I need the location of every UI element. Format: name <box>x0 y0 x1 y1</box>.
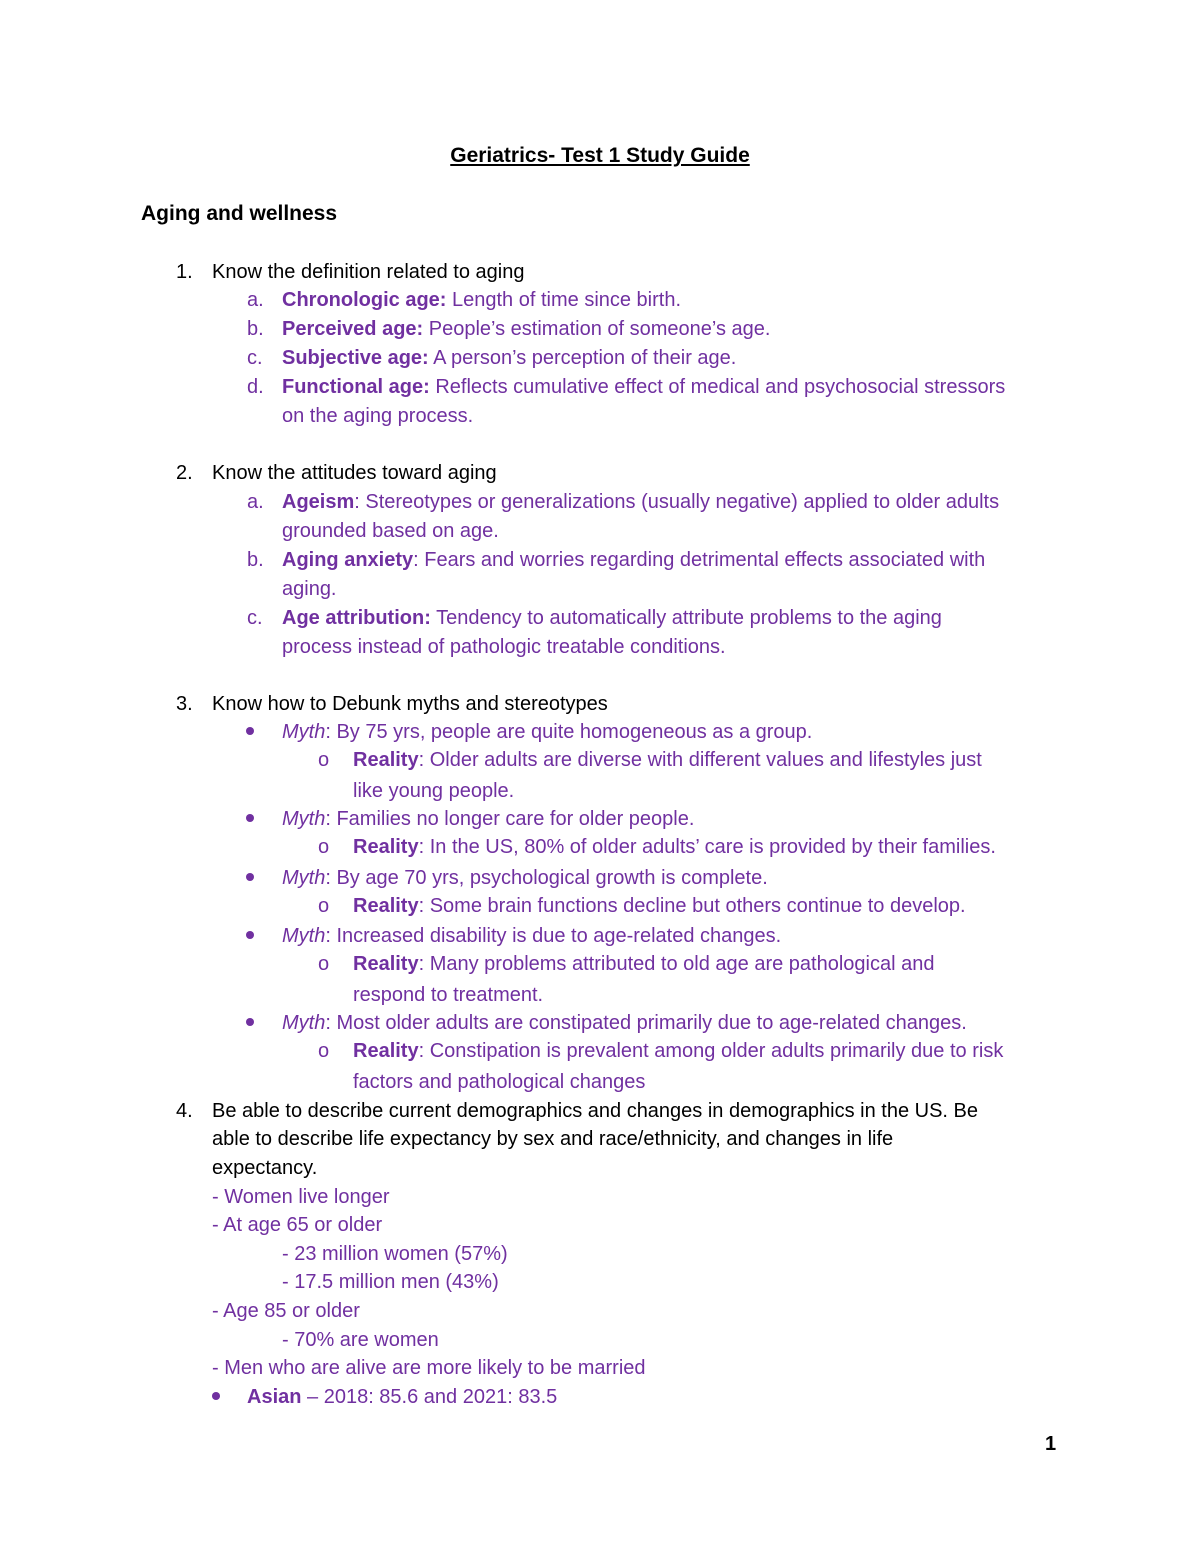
myth-5 <box>282 1009 967 1037</box>
item-4-text-line2: able to describe life expectancy by sex and race/ethnicity, and changes in life <box>212 1128 894 1150</box>
item-2c-letter: c. <box>247 607 263 629</box>
item-2-number: 2. <box>176 462 193 484</box>
note-women-live-longer: - Women live longer <box>212 1186 390 1208</box>
note-men-count: - 17.5 million men (43%) <box>282 1271 499 1293</box>
term: Subjective age: <box>282 347 429 369</box>
note-age-85: - Age 85 or older <box>212 1300 360 1322</box>
definition: Length of time since birth. <box>446 289 682 311</box>
item-2c-definition <box>282 604 942 632</box>
reality-label: Reality <box>353 895 419 917</box>
bullet-icon <box>246 931 254 939</box>
bullet-icon <box>212 1392 220 1400</box>
myth-label: Myth <box>282 721 326 743</box>
item-2c-definition-cont: process instead of pathologic treatable conditions. <box>282 636 726 658</box>
note-age-65: - At age 65 or older <box>212 1214 383 1236</box>
reality-1-cont: like young people. <box>353 780 515 802</box>
reality-1 <box>353 746 982 774</box>
item-3-number: 3. <box>176 693 193 715</box>
myth-label: Myth <box>282 1012 326 1034</box>
myth-text: : By 75 yrs, people are quite homogeneous as a group. <box>325 721 813 743</box>
reality-text: : Constipation is prevalent among older adults primarily due to risk <box>418 1040 1004 1062</box>
item-2a-definition-cont: grounded based on age. <box>282 520 499 542</box>
reality-5-cont: factors and pathological changes <box>353 1071 646 1093</box>
item-1-text: Know the definition related to aging <box>212 261 525 283</box>
note-70-percent-women: - 70% are women <box>282 1329 439 1351</box>
myth-2 <box>282 805 694 833</box>
item-2a-letter: a. <box>247 491 264 513</box>
reality-5 <box>353 1037 1003 1065</box>
sub-bullet-marker: o <box>318 836 330 858</box>
reality-text: : Older adults are diverse with different values and lifestyles just <box>418 749 982 771</box>
bullet-icon <box>246 1018 254 1026</box>
term: Age attribution: <box>282 607 431 629</box>
definition: People’s estimation of someone’s age. <box>423 318 771 340</box>
myth-4 <box>282 922 781 950</box>
reality-2 <box>353 833 996 861</box>
reality-3 <box>353 892 966 920</box>
item-4-text-line1: Be able to describe current demographics and changes in demographics in the US. Be <box>212 1100 979 1122</box>
item-2b-definition-cont: aging. <box>282 578 337 600</box>
myth-text: : By age 70 yrs, psychological growth is complete. <box>325 867 768 889</box>
term: Functional age: <box>282 376 430 398</box>
reality-text: : In the US, 80% of older adults’ care is provided by their families. <box>418 836 996 858</box>
note-men-married: - Men who are alive are more likely to be married <box>212 1357 646 1379</box>
definition: Tendency to automatically attribute problems to the aging <box>430 607 942 629</box>
reality-label: Reality <box>353 953 419 975</box>
bullet-icon <box>246 727 254 735</box>
myth-text: : Most older adults are constipated primarily due to age-related changes. <box>325 1012 967 1034</box>
reality-4-cont: respond to treatment. <box>353 984 544 1006</box>
item-2b-definition <box>282 546 985 574</box>
item-1a-letter: a. <box>247 289 264 311</box>
reality-label: Reality <box>353 749 419 771</box>
section-heading: Aging and wellness <box>141 202 338 225</box>
item-2a-definition <box>282 488 999 516</box>
item-4-text-line3: expectancy. <box>212 1157 318 1179</box>
item-1c-definition <box>282 344 736 372</box>
sub-bullet-marker: o <box>318 1040 330 1062</box>
myth-label: Myth <box>282 925 326 947</box>
page-title: Geriatrics- Test 1 Study Guide <box>450 144 750 167</box>
term: Asian <box>247 1386 302 1408</box>
term: Chronologic age: <box>282 289 447 311</box>
myth-label: Myth <box>282 808 326 830</box>
bullet-icon <box>246 873 254 881</box>
definition: : Fears and worries regarding detrimental effects associated with <box>413 549 986 571</box>
item-4-number: 4. <box>176 1100 193 1122</box>
item-1d-definition-cont: on the aging process. <box>282 405 474 427</box>
item-3-text: Know how to Debunk myths and stereotypes <box>212 693 608 715</box>
item-2-text: Know the attitudes toward aging <box>212 462 497 484</box>
reality-text: : Many problems attributed to old age are pathological and <box>418 953 935 975</box>
sub-bullet-marker: o <box>318 749 330 771</box>
note-women-count: - 23 million women (57%) <box>282 1243 508 1265</box>
definition: – 2018: 85.6 and 2021: 83.5 <box>301 1386 558 1408</box>
sub-bullet-marker: o <box>318 895 330 917</box>
definition: Reflects cumulative effect of medical and psychosocial stressors <box>429 376 1006 398</box>
myth-3 <box>282 864 768 892</box>
myth-1 <box>282 718 812 746</box>
myth-text: : Families no longer care for older people. <box>325 808 695 830</box>
reality-text: : Some brain functions decline but others continue to develop. <box>418 895 966 917</box>
term: Aging anxiety <box>282 549 414 571</box>
sub-bullet-marker: o <box>318 953 330 975</box>
item-1b-letter: b. <box>247 318 264 340</box>
reality-label: Reality <box>353 1040 419 1062</box>
reality-label: Reality <box>353 836 419 858</box>
bullet-icon <box>246 814 254 822</box>
definition: A person’s perception of their age. <box>428 347 737 369</box>
page-number: 1 <box>1045 1433 1057 1455</box>
myth-text: : Increased disability is due to age-related changes. <box>325 925 782 947</box>
item-2b-letter: b. <box>247 549 264 571</box>
item-1c-letter: c. <box>247 347 263 369</box>
life-expectancy-asian <box>247 1383 557 1411</box>
definition: : Stereotypes or generalizations (usually negative) applied to older adults <box>354 491 1000 513</box>
item-1d-definition <box>282 373 1005 401</box>
term: Ageism <box>282 491 355 513</box>
term: Perceived age: <box>282 318 424 340</box>
item-1a-definition <box>282 286 681 314</box>
item-1-number: 1. <box>176 261 193 283</box>
myth-label: Myth <box>282 867 326 889</box>
item-1d-letter: d. <box>247 376 264 398</box>
item-1b-definition <box>282 315 770 343</box>
reality-4 <box>353 950 934 978</box>
